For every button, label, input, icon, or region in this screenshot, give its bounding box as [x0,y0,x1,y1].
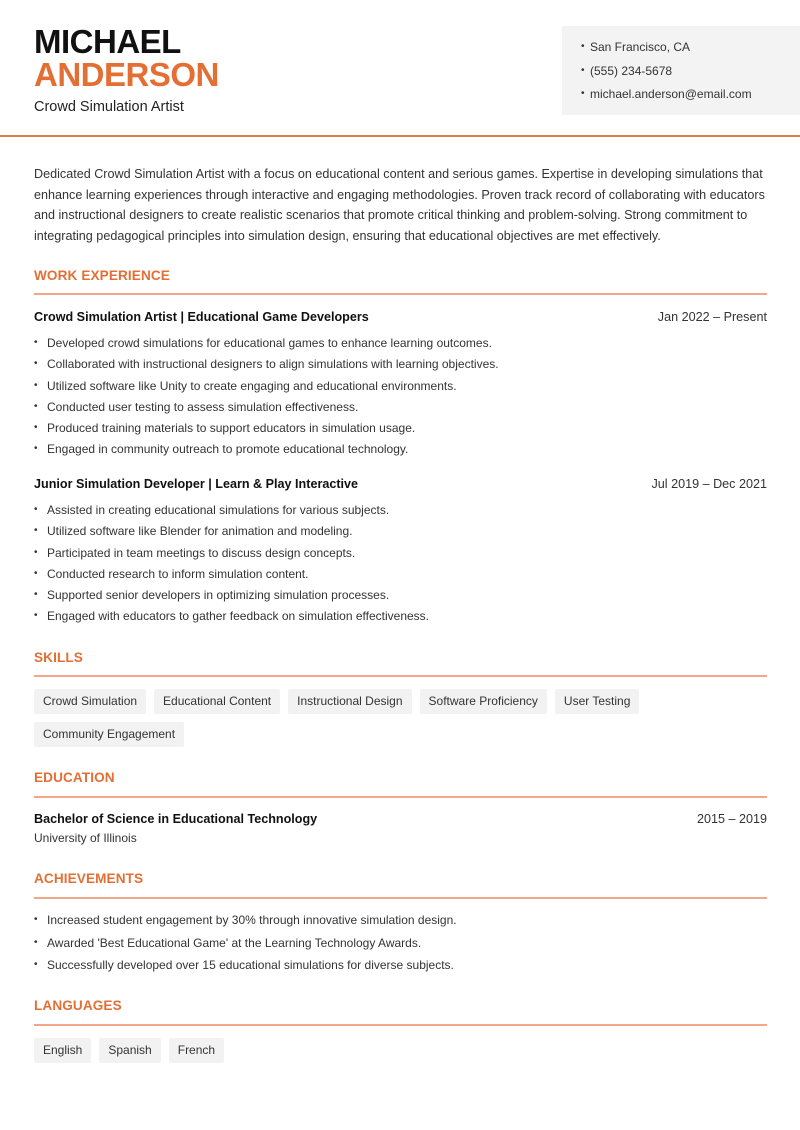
list-item [34,545,767,566]
bullet-text: Participated in team meetings to discuss design concepts. [47,545,356,560]
bullet-text: Supported senior developers in optimizing simulation processes. [47,588,390,603]
bullet-text: Engaged in community outreach to promote educational technology. [47,442,409,457]
list-item [34,420,767,441]
section-title-languages: LANGUAGES [34,998,122,1013]
bullet-text: Successfully developed over 15 educational simulations for diverse subjects. [47,958,454,972]
resume-header [0,0,800,137]
job-dates: Jul 2019 – Dec 2021 [651,477,767,491]
bullet-icon: • [34,504,38,515]
bullet-text: Utilized software like Blender for animation and modeling. [47,524,353,539]
skill-tag: Community Engagement [34,722,184,747]
bullet-icon: • [34,546,38,558]
section-divider [34,675,767,677]
bullet-icon: • [34,400,38,412]
language-tag: Spanish [99,1038,160,1063]
language-tag: French [169,1038,224,1063]
bullet-text: Assisted in creating educational simulations for various subjects. [47,503,390,517]
email-text: michael.anderson@email.com [590,87,752,101]
school-name: University of Illinois [34,831,137,845]
bullet-icon: • [581,41,585,52]
list-item [34,502,767,523]
languages-tags [34,1038,767,1063]
section-divider [34,897,767,899]
phone-text: (555) 234-5678 [590,63,673,78]
skills-tags [34,689,767,747]
bullet-icon: • [581,88,585,99]
bullet-icon: • [34,337,38,348]
contact-location [581,39,800,63]
contact-phone [581,63,800,87]
list-item [34,957,767,980]
bullet-icon: • [34,379,38,391]
list-item [34,566,767,587]
job-role: Junior Simulation Developer | Learn & Play Interactive [34,477,359,491]
bullet-text: Increased student engagement by 30% through innovative simulation design. [47,913,457,927]
location-text: San Francisco, CA [590,40,691,54]
list-item [34,587,767,608]
contact-box [562,26,800,115]
list-item [34,378,767,399]
first-name: MICHAEL [34,23,181,60]
list-item [34,935,767,958]
skill-tag: Instructional Design [288,689,411,714]
section-title-education: EDUCATION [34,770,115,785]
skill-tag: Software Proficiency [420,689,547,714]
bullet-text: Developed crowd simulations for educational games to enhance learning outcomes. [47,336,492,350]
bullet-icon: • [34,936,38,948]
job-role: Crowd Simulation Artist | Educational Game Developers [34,310,369,324]
bullet-text: Utilized software like Unity to create engaging and educational environments. [47,378,457,393]
degree: Bachelor of Science in Educational Technology [34,812,318,826]
bullet-icon: • [34,525,38,537]
section-title-work-experience: WORK EXPERIENCE [34,268,170,283]
skill-tag: User Testing [555,689,639,714]
job-header [34,310,767,324]
job-bullets [34,335,767,463]
bullet-icon: • [34,358,38,370]
bullet-icon: • [34,959,38,970]
bullet-icon: • [581,64,585,76]
bullet-text: Collaborated with instructional designers to align simulations with learning objectives. [47,357,499,372]
section-divider [34,1024,767,1026]
education-dates: 2015 – 2019 [696,812,767,826]
list-item [34,399,767,420]
job-bullets [34,502,767,630]
section-divider [34,796,767,798]
job-header [34,477,767,491]
skill-tag: Crowd Simulation [34,689,146,714]
language-tag: English [34,1038,91,1063]
professional-summary: Dedicated Crowd Simulation Artist with a focus on educational content and serious games. Expertise in developing simulations that enhance learning experiences through interactive and engaging methodologies. Proven track record of collaborating with educators and instructional designers to create realistic scenarios that promote critical thinking and problem-solving. Strong commitment to integrating pedagogical principles into simulation design, ensuring that educational objectives are met effectively. [34,167,765,244]
last-name: ANDERSON [34,56,219,93]
skill-tag: Educational Content [154,689,280,714]
bullet-icon: • [34,914,38,925]
bullet-icon: • [34,422,38,434]
bullet-text: Conducted research to inform simulation content. [47,566,309,581]
job-title: Crowd Simulation Artist [34,99,184,115]
bullet-text: Engaged with educators to gather feedback on simulation effectiveness. [47,609,430,624]
list-item [34,335,767,356]
bullet-text: Produced training materials to support educators in simulation usage. [47,421,416,436]
bullet-icon: • [34,443,38,455]
education-header [34,812,767,826]
list-item [34,523,767,544]
list-item [34,356,767,377]
section-divider [34,293,767,295]
section-title-achievements: ACHIEVEMENTS [34,871,144,886]
bullet-text: Awarded 'Best Educational Game' at the Learning Technology Awards. [47,935,422,950]
job-dates: Jan 2022 – Present [657,310,767,324]
bullet-icon: • [34,610,38,622]
list-item [34,608,767,629]
bullet-text: Conducted user testing to assess simulation effectiveness. [47,399,359,414]
achievements-list [34,912,767,980]
section-title-skills: SKILLS [34,650,83,665]
bullet-icon: • [34,567,38,579]
list-item [34,441,767,462]
bullet-icon: • [34,589,38,601]
list-item [34,912,767,935]
contact-email [581,86,800,110]
